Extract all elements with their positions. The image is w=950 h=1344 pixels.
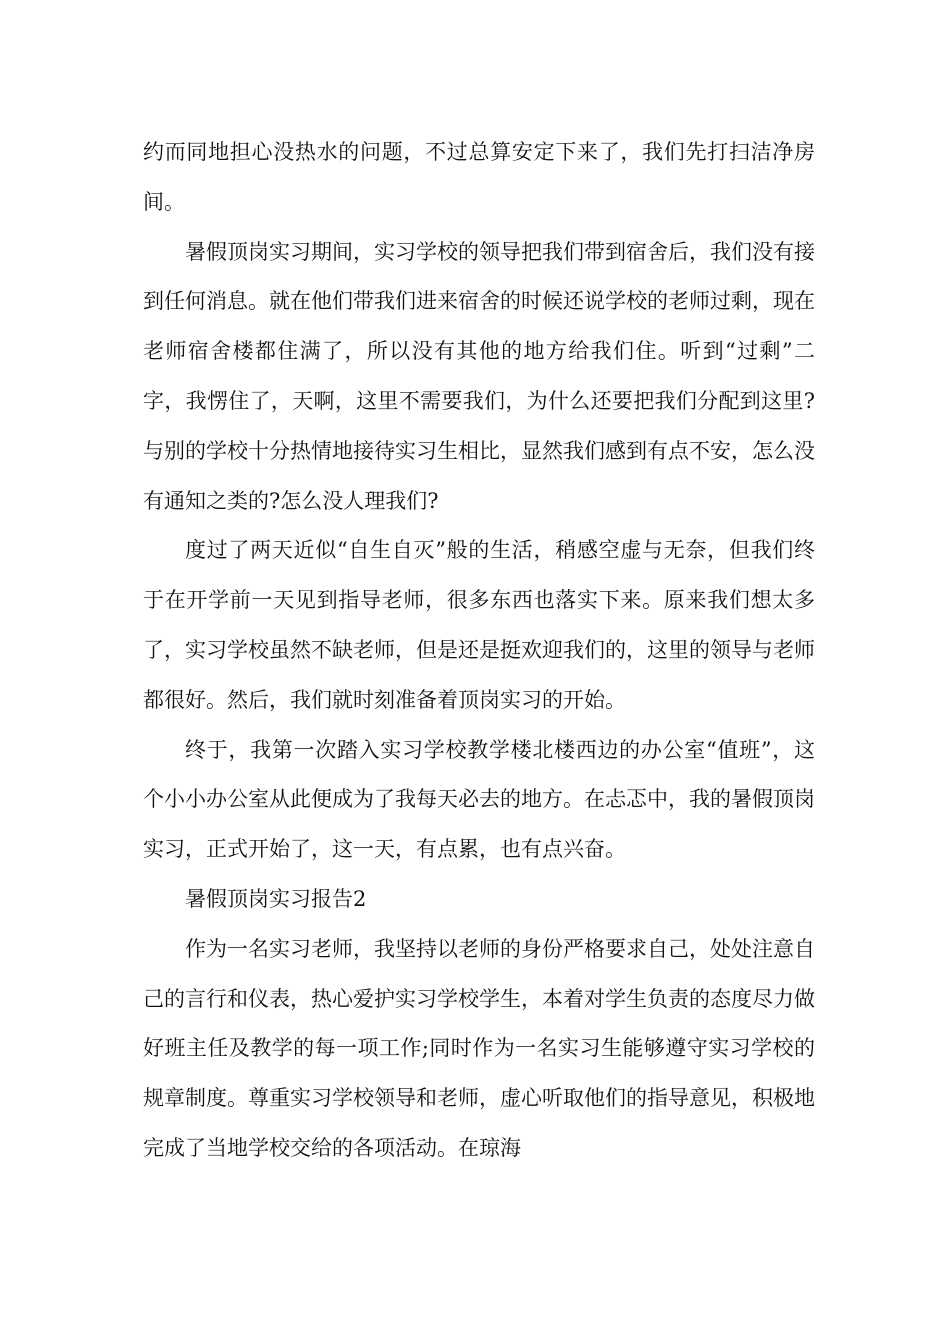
paragraph-3: 度过了两天近似“自生自灭”般的生活，稍感空虚与无奈，但我们终于在开学前一天见到指导老师，很多东西也落实下来。原来我们想太多了，实习学校虽然不缺老师，但是还是挺欢迎我们的，这里的领导与老师都很好。然后，我们就时刻准备着顶岗实习的开始。: [143, 538, 815, 712]
document-body: [143, 128, 815, 1174]
section-heading: 暑假顶岗实习报告2: [185, 886, 367, 911]
paragraph-5: 作为一名实习老师，我坚持以老师的身份严格要求自己，处处注意自己的言行和仪表，热心爱护实习学校学生，本着对学生负责的态度尽力做好班主任及教学的每一项工作;同时作为一名实习生能够遵守实习学校的规章制度。尊重实习学校领导和老师，虚心听取他们的指导意见，积极地完成了当地学校交给的各项活动。在琼海: [143, 936, 815, 1160]
paragraph-4: 终于，我第一次踏入实习学校教学楼北楼西边的办公室“值班”，这个小小办公室从此便成为了我每天必去的地方。在忐忑中，我的暑假顶岗实习，正式开始了，这一天，有点累，也有点兴奋。: [143, 737, 815, 862]
paragraph-2: 暑假顶岗实习期间，实习学校的领导把我们带到宿舍后，我们没有接到任何消息。就在他们带我们进来宿舍的时候还说学校的老师过剩，现在老师宿舍楼都住满了，所以没有其他的地方给我们住。听到“过剩”二字，我愣住了，天啊，这里不需要我们，为什么还要把我们分配到这里?与别的学校十分热情地接待实习生相比，显然我们感到有点不安，怎么没有通知之类的?怎么没人理我们?: [143, 239, 815, 513]
paragraph-1: 约而同地担心没热水的问题，不过总算安定下来了，我们先打扫洁净房间。: [143, 140, 815, 214]
